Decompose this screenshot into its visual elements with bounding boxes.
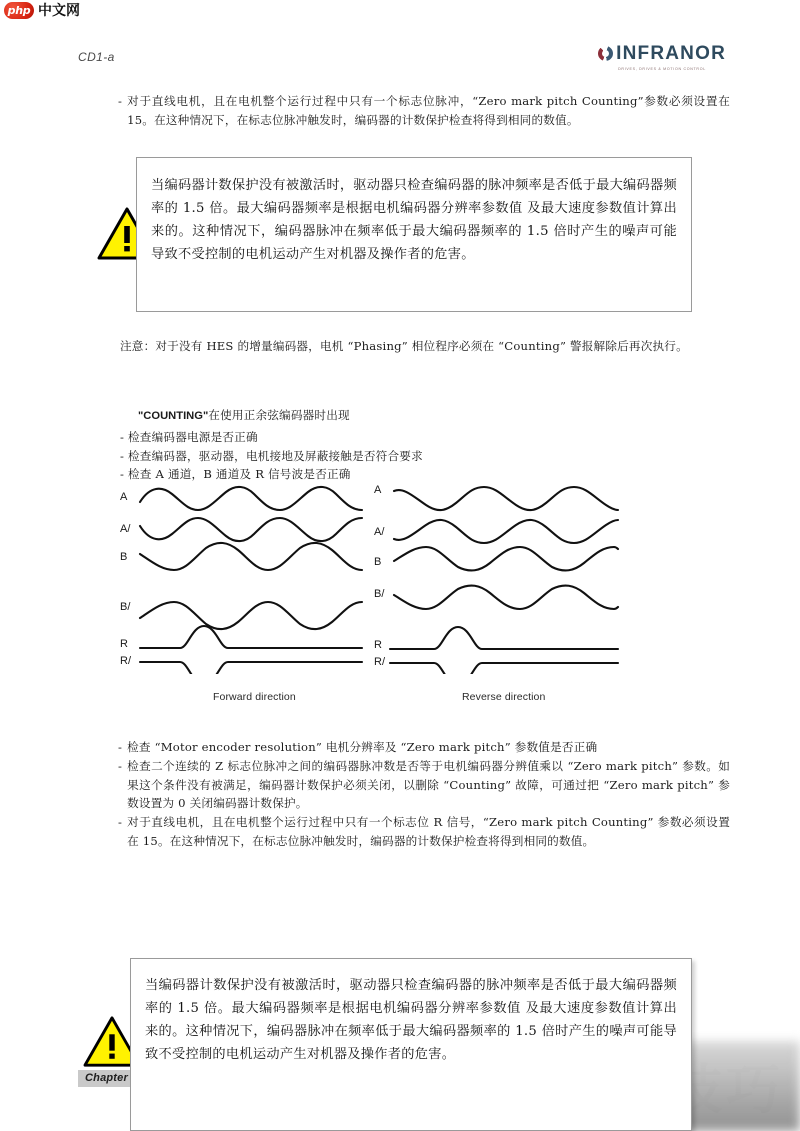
wave-label-B-inv: B/ (374, 588, 385, 600)
wave-label-R-inv: R/ (120, 655, 131, 667)
brand-row (598, 44, 726, 63)
waveform-caption-forward: Forward direction (213, 691, 296, 703)
site-watermark (4, 2, 80, 19)
counting-item-dash-1: - (120, 448, 125, 463)
wave-label-A: A (374, 484, 382, 496)
counting-section-heading (138, 406, 350, 425)
bullet-dash: - (118, 759, 123, 773)
counting-list-item (120, 447, 423, 466)
infranor-logo (598, 44, 726, 71)
warning-box-bottom (130, 958, 692, 1131)
wave-label-B: B (120, 551, 128, 563)
bullet-dash: - (118, 740, 123, 754)
waveform-diagram-reverse (372, 481, 622, 679)
site-watermark-label: 中文网 (38, 2, 80, 19)
waveform-forward-svg (118, 484, 368, 674)
wave-label-R: R (374, 639, 382, 651)
counting-item-text-0: 检查编码器电源是否正确 (128, 430, 258, 444)
brand-name: INFRANOR (616, 43, 726, 64)
waveform-caption-reverse: Reverse direction (462, 691, 546, 703)
bottom-bullet-3 (118, 813, 730, 850)
bottom-bullet-2 (118, 757, 730, 813)
counting-heading-rest: 在使用正余弦编码器时出现 (208, 408, 350, 422)
php-logo-badge: php (4, 2, 34, 19)
warning-box-top (136, 157, 692, 312)
wave-label-A-inv: A/ (374, 526, 385, 538)
counting-item-dash-2: - (120, 467, 125, 481)
counting-item-text-2: 检查 A 通道，B 通道及 R 信号波是否正确 (128, 467, 351, 481)
warning-box-top-text: 当编码器计数保护没有被激活时，驱动器只检查编码器的脉冲频率是否低于最大编码器频率的 1.5 倍。最大编码器频率是根据电机编码器分辨率参数值 及最大速度参数值计算出来的。这种情况下，编码器脉冲在频率低于最大编码器频率的 1.5 倍时产生的噪声可能导致不受控制的电机运动产生对机器及操作者的危害。 (151, 178, 678, 262)
top-bullet-paragraph (118, 92, 730, 129)
wave-label-A-inv: A/ (120, 523, 131, 535)
counting-heading-quoted: "COUNTING" (138, 410, 209, 422)
wave-label-R-inv: R/ (374, 656, 385, 668)
footer-chapter-label: Chapter (78, 1070, 135, 1087)
note-paragraph: 注意：对于没有 HES 的增量编码器，电机 “Phasing” 相位程序必须在 “Counting” 警报解除后再次执行。 (120, 339, 688, 353)
wave-label-B-inv: B/ (120, 601, 131, 613)
bullet-text: 检查二个连续的 Z 标志位脉冲之间的编码器脉冲数是否等于电机编码器分辨值乘以 “Zero mark pitch” 参数。如果这个条件没有被满足，编码器计数保护必须关闭，以删除 “Counting” 故障，可通过把 “Zero mark pitch” 参数设置为 0 关闭编码器计数保护。 (127, 759, 730, 810)
document-header (0, 44, 800, 78)
wave-label-R: R (120, 638, 128, 650)
document-code: CD1-a (78, 50, 115, 64)
warning-box-bottom-text: 当编码器计数保护没有被激活时，驱动器只检查编码器的脉冲频率是否低于最大编码器频率的 1.5 倍。最大编码器频率是根据电机编码器分辨率参数值 及最大速度参数值计算出来的。这种情况下，编码器脉冲在频率低于最大编码器频率的 1.5 倍时产生的噪声可能导致不受控制的电机运动产生对机器及操作者的危害。 (145, 978, 677, 1062)
infranor-circle-icon (598, 46, 613, 61)
bullet-text: 对于直线电机，且在电机整个运行过程中只有一个标志位脉冲，“Zero mark pitch Counting”参数必须设置在 15。在这种情况下，在标志位脉冲触发时，编码器的计数保护检查将得到相同的数值。 (127, 94, 730, 127)
bullet-text: 对于直线电机，且在电机整个运行过程中只有一个标志位 R 信号，“Zero mark pitch Counting” 参数必须设置在 15。在这种情况下，在标志位脉冲触发时，编码器的计数保护检查将得到相同的数值。 (127, 815, 730, 848)
waveform-diagram-forward (118, 484, 368, 679)
wave-label-A: A (120, 491, 128, 503)
wave-label-B: B (374, 556, 382, 568)
counting-check-list (120, 428, 423, 484)
bullet-dash: - (118, 815, 123, 829)
bullet-dash: - (118, 94, 123, 108)
bullet-text: 检查 “Motor encoder resolution” 电机分辨率及 “Zero mark pitch” 参数值是否正确 (127, 740, 598, 754)
counting-list-item (120, 428, 423, 447)
bottom-bullet-1 (118, 738, 730, 757)
counting-item-text-1: 检查编码器，驱动器，电机接地及屏蔽接触是否符合要求 (128, 448, 423, 463)
counting-item-dash-0: - (120, 430, 125, 444)
brand-tagline: DRIVES, DRIVES & MOTION CONTROL (618, 67, 706, 71)
waveform-reverse-svg (372, 481, 622, 674)
